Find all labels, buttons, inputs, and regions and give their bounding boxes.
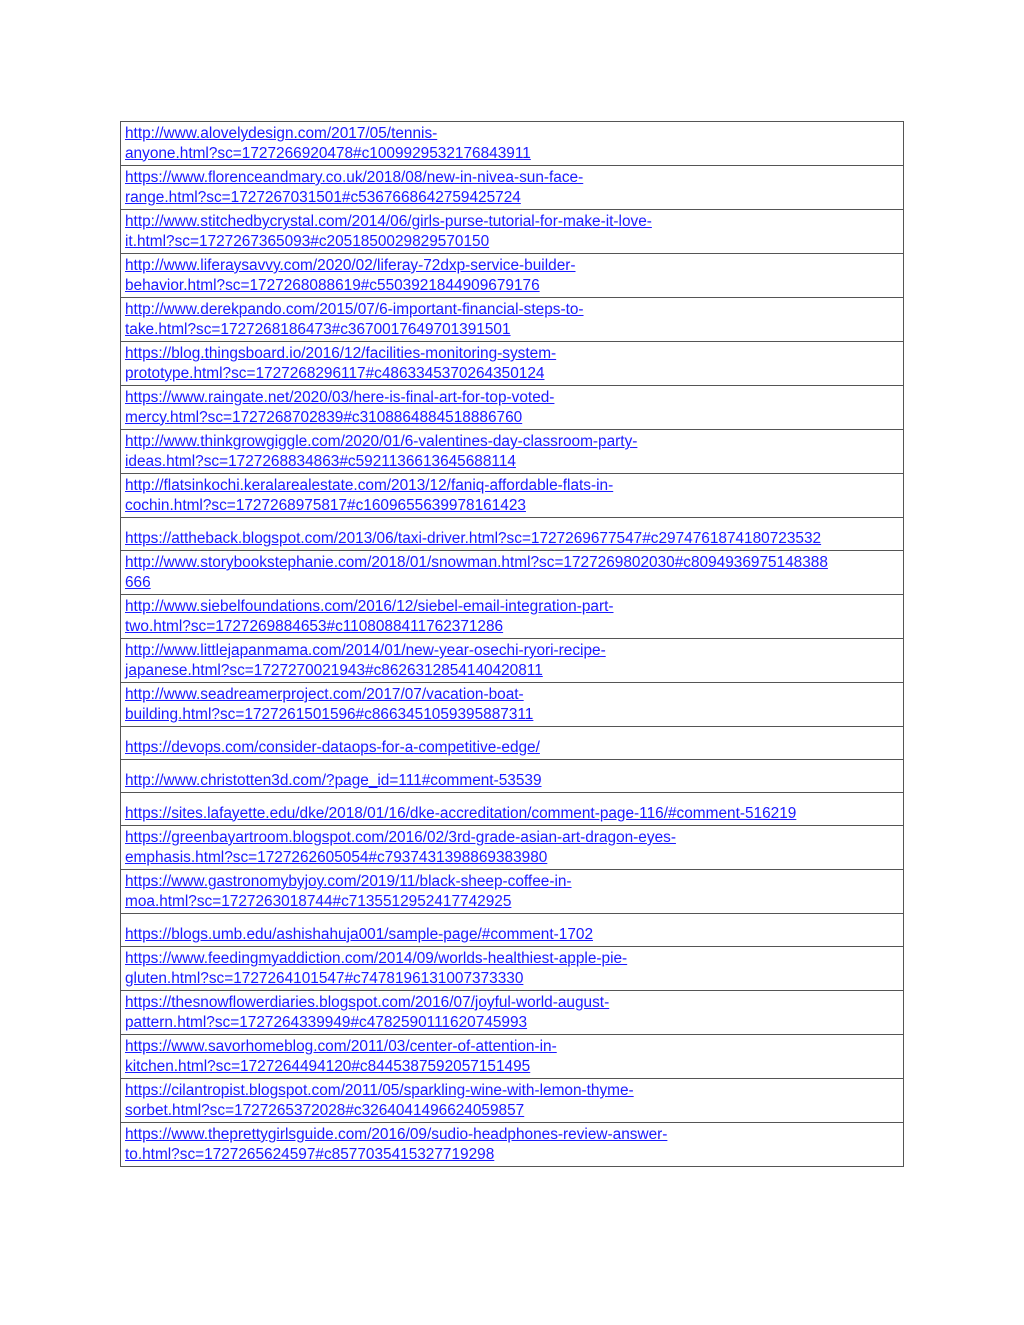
link-cell	[121, 870, 904, 914]
url-link-line2: two.html?sc=1727269884653#c1108088411762371286	[125, 617, 504, 635]
url-link[interactable]	[125, 389, 554, 426]
link-cell	[121, 947, 904, 991]
table-row	[121, 254, 904, 298]
url-link-line2: prototype.html?sc=1727268296117#c4863345370264350124	[125, 364, 545, 382]
url-link[interactable]	[125, 829, 676, 866]
url-link-line2: behavior.html?sc=1727268088619#c5503921844909679176	[125, 276, 540, 294]
table-row	[121, 386, 904, 430]
table-row	[121, 826, 904, 870]
table-row	[121, 727, 904, 760]
link-cell	[121, 639, 904, 683]
url-link-line2: ideas.html?sc=1727268834863#c5921136613645688114	[125, 452, 516, 470]
link-cell	[121, 122, 904, 166]
url-link[interactable]	[125, 345, 556, 382]
link-cell	[121, 166, 904, 210]
table-row	[121, 1035, 904, 1079]
url-link-line2: kitchen.html?sc=1727264494120#c8445387592057151495	[125, 1057, 531, 1075]
url-link-line2: anyone.html?sc=1727266920478#c1009929532176843911	[125, 144, 531, 162]
link-cell	[121, 210, 904, 254]
url-link-line1: http://www.siebelfoundations.com/2016/12/siebel-email-integration-part-	[125, 598, 614, 615]
link-cell	[121, 254, 904, 298]
link-cell	[121, 1123, 904, 1167]
url-link[interactable]	[125, 169, 583, 206]
url-link[interactable]	[125, 257, 576, 294]
url-link-line1: http://www.stitchedbycrystal.com/2014/06/girls-purse-tutorial-for-make-it-love-	[125, 213, 652, 230]
link-cell	[121, 914, 904, 947]
url-link-line2: mercy.html?sc=1727268702839#c3108864884518886760	[125, 408, 523, 426]
table-row	[121, 342, 904, 386]
link-cell	[121, 793, 904, 826]
url-link-line1: http://flatsinkochi.keralarealestate.com/2013/12/faniq-affordable-flats-in-	[125, 477, 614, 494]
table-row	[121, 793, 904, 826]
url-link[interactable]	[125, 686, 533, 723]
table-row	[121, 639, 904, 683]
link-cell	[121, 1079, 904, 1123]
url-link-line1: https://attheback.blogspot.com/2013/06/taxi-driver.html?sc=1727269677547#c2974761874180723532	[125, 529, 822, 547]
url-link[interactable]	[125, 926, 593, 943]
url-link-line1: https://www.gastronomybyjoy.com/2019/11/black-sheep-coffee-in-	[125, 873, 572, 890]
link-cell	[121, 826, 904, 870]
url-link-line2: to.html?sc=1727265624597#c8577035415327719298	[125, 1145, 495, 1163]
url-link[interactable]	[125, 739, 540, 756]
url-link-line1: https://sites.lafayette.edu/dke/2018/01/16/dke-accreditation/comment-page-116/#comment-516219	[125, 804, 797, 822]
url-link-line2: pattern.html?sc=1727264339949#c4782590111620745993	[125, 1013, 528, 1031]
url-link-line2: 666	[125, 573, 151, 591]
url-link-line2: moa.html?sc=1727263018744#c7135512952417742925	[125, 892, 512, 910]
url-link[interactable]	[125, 1038, 557, 1075]
url-link-line2: building.html?sc=1727261501596#c8663451059395887311	[125, 705, 534, 723]
link-cell	[121, 551, 904, 595]
table-row	[121, 1123, 904, 1167]
url-link-line1: https://www.theprettygirlsguide.com/2016/09/sudio-headphones-review-answer-	[125, 1126, 668, 1143]
url-link[interactable]	[125, 554, 828, 591]
url-link-line2: japanese.html?sc=1727270021943#c8626312854140420811	[125, 661, 543, 679]
link-cell	[121, 683, 904, 727]
table-row	[121, 122, 904, 166]
link-cell	[121, 474, 904, 518]
url-link-line1: https://greenbayartroom.blogspot.com/2016/02/3rd-grade-asian-art-dragon-eyes-	[125, 829, 676, 846]
url-link-line1: http://www.christotten3d.com/?page_id=111#comment-53539	[125, 771, 542, 789]
table-row	[121, 991, 904, 1035]
table-row	[121, 298, 904, 342]
url-link-line2: range.html?sc=1727267031501#c5367668642759425724	[125, 188, 521, 206]
url-link[interactable]	[125, 433, 637, 470]
url-link-line1: https://www.feedingmyaddiction.com/2014/09/worlds-healthiest-apple-pie-	[125, 950, 628, 967]
url-link[interactable]	[125, 805, 796, 822]
url-link[interactable]	[125, 1082, 634, 1119]
url-link[interactable]	[125, 301, 584, 338]
url-link-line1: https://cilantropist.blogspot.com/2011/05/sparkling-wine-with-lemon-thyme-	[125, 1082, 634, 1099]
table-row	[121, 166, 904, 210]
url-link-line1: http://www.thinkgrowgiggle.com/2020/01/6-valentines-day-classroom-party-	[125, 433, 638, 450]
link-cell	[121, 518, 904, 551]
table-row	[121, 870, 904, 914]
link-cell	[121, 430, 904, 474]
url-link-line2: it.html?sc=1727267365093#c2051850029829570150	[125, 232, 490, 250]
table-row	[121, 947, 904, 991]
url-link-line1: https://thesnowflowerdiaries.blogspot.com/2016/07/joyful-world-august-	[125, 994, 610, 1011]
url-link[interactable]	[125, 477, 613, 514]
url-link[interactable]	[125, 125, 531, 162]
link-cell	[121, 595, 904, 639]
link-cell	[121, 342, 904, 386]
url-link[interactable]	[125, 1126, 667, 1163]
link-cell	[121, 386, 904, 430]
table-row	[121, 914, 904, 947]
table-row	[121, 1079, 904, 1123]
url-link-line2: emphasis.html?sc=1727262605054#c7937431398869383980	[125, 848, 548, 866]
url-link-line1: https://blogs.umb.edu/ashishahuja001/sample-page/#comment-1702	[125, 925, 594, 943]
url-link-line1: https://blog.thingsboard.io/2016/12/facilities-monitoring-system-	[125, 345, 557, 362]
url-link[interactable]	[125, 950, 627, 987]
url-link-line1: http://www.derekpando.com/2015/07/6-important-financial-steps-to-	[125, 301, 584, 318]
url-link[interactable]	[125, 642, 606, 679]
link-cell	[121, 1035, 904, 1079]
url-link-line1: https://www.savorhomeblog.com/2011/03/center-of-attention-in-	[125, 1038, 557, 1055]
table-row	[121, 518, 904, 551]
table-row	[121, 210, 904, 254]
link-table	[120, 121, 904, 1167]
url-link-line1: https://www.raingate.net/2020/03/here-is-final-art-for-top-voted-	[125, 389, 555, 406]
url-link[interactable]	[125, 772, 542, 789]
url-link[interactable]	[125, 530, 821, 547]
url-link-line1: http://www.storybookstephanie.com/2018/01/snowman.html?sc=1727269802030#c8094936975148388	[125, 554, 828, 571]
url-link[interactable]	[125, 598, 614, 635]
url-link-line2: take.html?sc=1727268186473#c3670017649701391501	[125, 320, 511, 338]
url-link-line1: https://devops.com/consider-dataops-for-a-competitive-edge/	[125, 738, 540, 756]
url-link[interactable]	[125, 994, 609, 1031]
url-link-line1: https://www.florenceandmary.co.uk/2018/08/new-in-nivea-sun-face-	[125, 169, 584, 186]
table-row	[121, 430, 904, 474]
url-link-line2: sorbet.html?sc=1727265372028#c3264041496624059857	[125, 1101, 525, 1119]
url-link[interactable]	[125, 873, 572, 910]
table-row	[121, 474, 904, 518]
link-cell	[121, 298, 904, 342]
url-link-line2: cochin.html?sc=1727268975817#c1609655639978161423	[125, 496, 526, 514]
link-cell	[121, 727, 904, 760]
url-link-line1: http://www.seadreamerproject.com/2017/07/vacation-boat-	[125, 686, 524, 703]
url-link-line2: gluten.html?sc=1727264101547#c7478196131007373330	[125, 969, 524, 987]
url-link-line1: http://www.liferaysavvy.com/2020/02/liferay-72dxp-service-builder-	[125, 257, 576, 274]
link-table-body	[121, 122, 904, 1167]
url-link-line1: http://www.alovelydesign.com/2017/05/tennis-	[125, 125, 438, 142]
table-row	[121, 595, 904, 639]
table-row	[121, 551, 904, 595]
link-cell	[121, 991, 904, 1035]
url-link-line1: http://www.littlejapanmama.com/2014/01/new-year-osechi-ryori-recipe-	[125, 642, 606, 659]
url-link[interactable]	[125, 213, 652, 250]
link-cell	[121, 760, 904, 793]
table-row	[121, 683, 904, 727]
table-row	[121, 760, 904, 793]
